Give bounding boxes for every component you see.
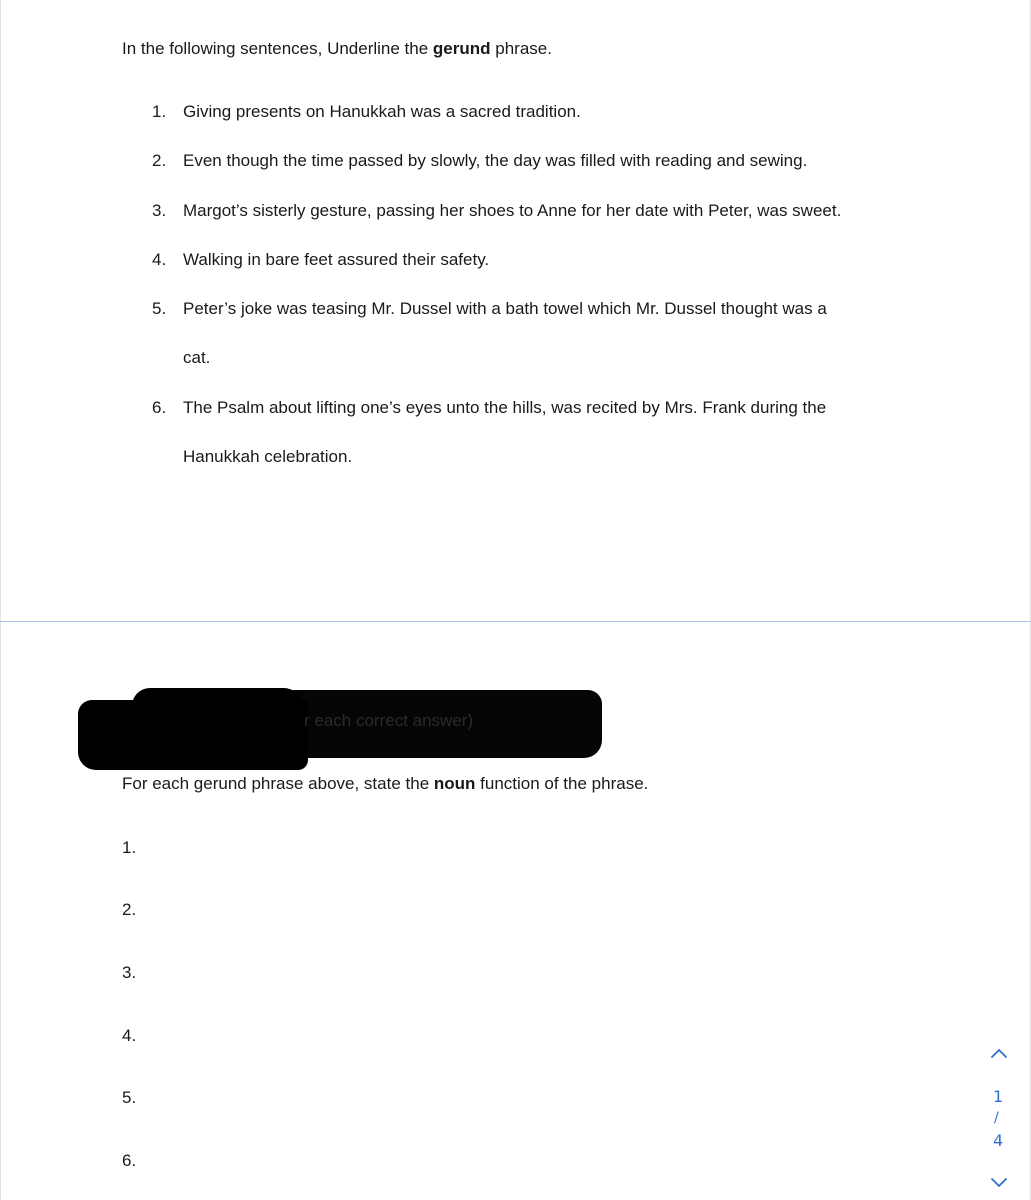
answer-number: 5.: [122, 1088, 137, 1107]
answer-number: 1.: [122, 838, 137, 857]
instruction-bold-term: gerund: [432, 39, 491, 58]
answer-number: 4.: [122, 1026, 137, 1045]
item-number: 6.: [152, 398, 167, 417]
item-sentence: Margot’s sisterly gesture, passing her shoes to Anne for her date with Peter, was sweet.: [183, 201, 842, 220]
item-number: 5.: [152, 299, 167, 318]
item-number: 1.: [152, 102, 167, 121]
item-number: 4.: [152, 250, 167, 269]
item-sentence-continued: Hanukkah celebration.: [183, 447, 353, 466]
part1-instruction: [122, 38, 552, 60]
answer-number: 6.: [122, 1151, 137, 1170]
item-sentence: The Psalm about lifting one’s eyes unto the hills, was recited by Mrs. Frank during the: [183, 398, 827, 417]
instruction-text-end: phrase.: [490, 39, 552, 58]
instruction-text-end: function of the phrase.: [475, 774, 649, 793]
item-number: 2.: [152, 151, 167, 170]
page-navigator: [984, 1044, 1014, 1194]
instruction-bold-term: noun: [433, 774, 476, 793]
item-sentence: Walking in bare feet assured their safety.: [183, 250, 490, 269]
item-number: 3.: [152, 201, 167, 220]
answer-number: 2.: [122, 900, 137, 919]
item-sentence: Even though the time passed by slowly, the day was filled with reading and sewing.: [183, 151, 808, 170]
item-sentence-continued: cat.: [183, 348, 211, 367]
instruction-text: In the following sentences, Underline the: [122, 39, 433, 58]
redacted-text-fragment: r each correct answer): [304, 711, 474, 730]
chevron-up-icon[interactable]: [990, 1044, 1008, 1062]
instruction-text: For each gerund phrase above, state the: [122, 774, 434, 793]
chevron-down-icon[interactable]: [990, 1174, 1008, 1192]
answer-number: 3.: [122, 963, 137, 982]
redaction-mark: [78, 688, 602, 770]
item-sentence: Giving presents on Hanukkah was a sacred tradition.: [183, 102, 581, 121]
redaction-block: [132, 688, 302, 728]
current-page-number: 1: [993, 1087, 1004, 1106]
part2-instruction: [122, 773, 648, 795]
total-pages: 4: [993, 1131, 1004, 1150]
page-separator: /: [994, 1110, 999, 1126]
item-sentence: Peter’s joke was teasing Mr. Dussel with a bath towel which Mr. Dussel thought was a: [183, 299, 827, 318]
